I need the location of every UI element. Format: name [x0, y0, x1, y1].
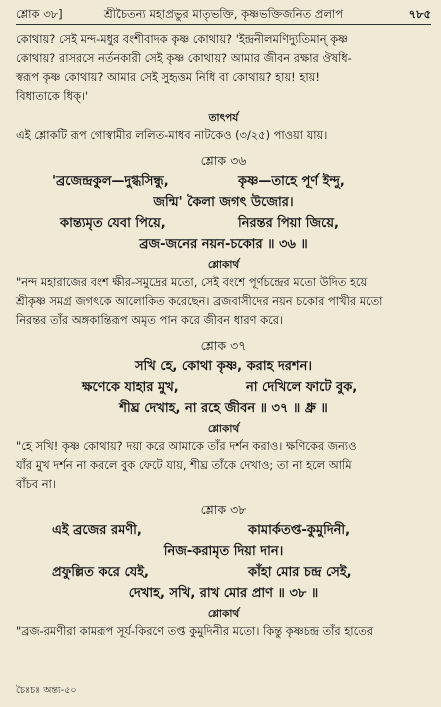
- verse-38-line-3b: কাঁহা মোর চন্দ্র সেই,: [248, 565, 352, 580]
- verse-38-line-3a: প্রফুল্লিত করে যেই,: [52, 565, 149, 580]
- header-rule: [16, 24, 431, 25]
- verse-36-line-2: জন্মি' কৈলা জগৎ উজোর।: [153, 195, 294, 210]
- verse-38-meaning-line: "ব্রজ-রমণীরা কামরূপ সূর্য-কিরণে তপ্ত কুমুদিনীর মতো। কিন্তু কৃষ্ণচন্দ্র তাঁর হাতের: [16, 624, 373, 638]
- verse-36-meaning-heading: শ্লোকার্থ: [207, 259, 240, 271]
- verse-36-meaning-line: "নন্দ মহারাজের বংশ ক্ষীর-সমুদ্রের মতো, সেই বংশে পূর্ণচন্দ্রের মতো উদিত হয়ে: [16, 275, 368, 289]
- verse-36-line-1b: কৃষ্ণ—তাহে পূর্ণ ইন্দু,: [238, 174, 345, 189]
- header-chapter-title: শ্রীচৈতন্য মহাপ্রভুর মাতৃভক্তি, কৃষ্ণভক্তিজনিত প্রলাপ: [104, 7, 344, 21]
- verse-36-line-3: [16, 213, 431, 234]
- intro-line: স্বরূপ কৃষ্ণ কোথায়? আমার সেই সুহৃত্তম নিধি বা কোথায়? হায়! হায়!: [16, 70, 320, 84]
- verse-38-line-1a: এই ব্রজের রমণী,: [52, 523, 142, 538]
- verse-37-line-2: [16, 377, 431, 398]
- verse-37-line-2b: না দেখিলে ফাটে বুক,: [246, 380, 358, 395]
- verse-36-line-3b: নিরন্তর পিয়া জিয়ে,: [238, 216, 339, 231]
- verse-38-meaning-heading: শ্লোকার্থ: [207, 608, 240, 620]
- verse-37-line-1: সখি হে, কোথা কৃষ্ণ, করাহ দরশন।: [134, 359, 313, 374]
- verse-36-meaning-line: নিরন্তর তাঁর অঙ্গকান্তিরূপ অমৃত পান করে জীবন ধারণ করে।: [16, 313, 284, 327]
- verse-37-meaning-line: "হে সখি! কৃষ্ণ কোথায়? দয়া করে আমাকে তাঁর দর্শন করাও। ক্ষণিকের জন্যও: [16, 439, 357, 453]
- verse-37-line-2a: ক্ষণেকে যাহার মুখ,: [82, 380, 179, 395]
- intro-line: কোথায়? সেই মন্দ-মধুর বংশীবাদক কৃষ্ণ কোথায়? 'ইন্দ্রনীলমণিদ্যুতিমান্‌ কৃষ্ণ: [16, 32, 348, 46]
- verse-38-heading: শ্লোক ৩৮: [200, 502, 247, 517]
- page-footer-signature: চৈঃচঃ অন্ত্য-৫০: [16, 685, 77, 696]
- tatparya-heading: তাৎপর্য: [208, 112, 239, 124]
- header-verse-ref: শ্লোক ৩৮]: [16, 7, 63, 21]
- verse-37-meaning-heading: শ্লোকার্থ: [207, 423, 240, 435]
- verse-36-line-3a: কান্ত্যমৃত যেবা পিয়ে,: [60, 216, 166, 231]
- intro-line: কোথায়? রাসরসে নর্তনকারী সেই কৃষ্ণ কোথায়? আমার জীবন রক্ষার ঔষধি-: [16, 51, 352, 65]
- verse-37-meaning-line: যাঁর মুখ দর্শন না করলে বুক ফেটে যায়, শীঘ্র তাঁকে দেখাও; তা না হলে আমি: [16, 458, 352, 472]
- verse-37-line-3: শীঘ্র দেখাহ, না রহে জীবন ॥ ৩৭ ॥ ধ্রু ॥: [119, 401, 328, 416]
- running-header: [16, 6, 431, 22]
- verse-36-line-1a: 'ব্রজেন্দ্রকুল—দুগ্ধসিন্ধু,: [52, 174, 169, 189]
- verse-37-heading: শ্লোক ৩৭: [200, 338, 247, 353]
- tatparya-text: এই শ্লোকটি রূপ গোস্বামীর ললিত-মাধব নাটকেও (৩/২৫) পাওয়া যায়।: [16, 128, 328, 142]
- page-number: ৭৮৫: [408, 7, 431, 21]
- verse-36-meaning-line: শ্রীকৃষ্ণ সমগ্র জগৎকে আলোকিত করেছেন। ব্রজবাসীদের নয়ন চকোর পাখীর মতো: [16, 294, 383, 308]
- verse-38-line-3: [16, 562, 431, 583]
- verse-36-heading: শ্লোক ৩৬: [200, 153, 247, 168]
- intro-line: বিধাতাকে ধিক্‌।': [16, 89, 89, 103]
- page-content: [16, 30, 431, 641]
- verse-38-line-1: [16, 520, 431, 541]
- verse-36-line-4: ব্রজ-জনের নয়ন-চকোর ॥ ৩৬ ॥: [139, 237, 308, 252]
- verse-38-line-4: দেখাহ, সখি, রাখ মোর প্রাণ ॥ ৩৮ ॥: [128, 586, 319, 601]
- verse-38-line-1b: কামার্কতপ্ত-কুমুদিনী,: [248, 523, 351, 538]
- verse-37-meaning-line: বাঁচব না।: [16, 477, 56, 491]
- verse-36-line-1: [16, 171, 431, 192]
- verse-38-line-2: নিজ-করামৃত দিয়া দান।: [163, 544, 284, 559]
